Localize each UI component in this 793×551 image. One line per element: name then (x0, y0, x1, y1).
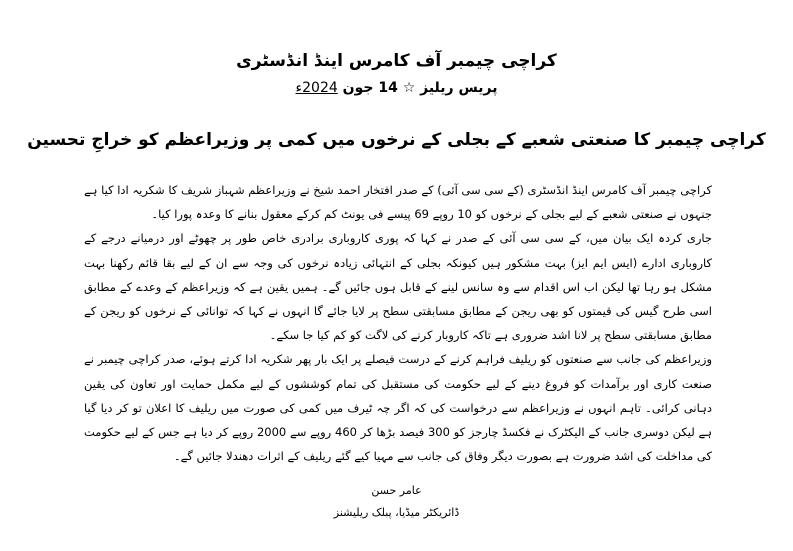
body-paragraph: جاری کردہ ایک بیان میں، کے سی سی آئی کے صدر نے کہا کہ پوری کاروباری برادری خاص طور پر چھوٹے اور درمیانے درجے کے کاروباری ادارے (ایس ایم ایز) بہت مشکور ہیں کیونکہ بجلی کے انتہائی زیادہ نرخوں کی وجہ سے ان کے لیے بقا قائم رکھنا بہت مشکل ہو رہا تھا لیکن اب اس اقدام سے وہ سانس لینے کے قابل ہوں جائیں گے۔ ہمیں یقین ہے کہ وزیراعظم کے وعدے کے مطابق اسی طرح گیس کی قیمتوں کو بھی ریجن کے مطابق مسابقتی سطح پر لایا جائے گا انہوں نے کہا کہ توانائی کے نرخوں کو ریجن کے مطابق مسابقتی سطح پر لانا اشد ضروری ہے تاکہ کاروبار کرنے کی لاگت کو کم کیا جا سکے۔ (84, 231, 712, 343)
signatory-name: عامر حسن (371, 484, 422, 497)
press-release-headline: کراچی چیمبر کا صنعتی شعبے کے بجلی کے نرخوں میں کمی پر وزیراعظم کو خراجِ تحسین (27, 130, 766, 150)
press-release-line (0, 78, 793, 98)
body-paragraph: کراچی چیمبر آف کامرس اینڈ انڈسٹری (کے سی سی آئی) کے صدر افتخار احمد شیخ نے وزیراعظم شہباز شریف کا شکریہ ادا کیا ہے جنہوں نے صنعتی شعبے کے لیے بجلی کے نرخوں کو 10 روپے 69 پیسے فی یونٹ کم کرکے معقول بنانے کا وعدہ پورا کیا۔ (83, 183, 712, 222)
press-release-body (84, 178, 712, 468)
body-paragraph: وزیراعظم کی جانب سے صنعتوں کو ریلیف فراہم کرنے کے درست فیصلے پر ایک بار پھر شکریہ ادا کرتے ہوئے، صدر کراچی چیمبر نے صنعت کاری اور برآمدات کو فروغ دینے کے لیے حکومت کی مستقبل کی تمام کوششوں کے لیے مکمل حمایت اور تعاون کی یقین دہانی کرائی۔ تاہم انہوں نے وزیراعظم سے درخواست کی کہ اگر چہ ٹیرف میں کمی کی صورت میں ریلیف کا اعلان تو کر دیا گیا ہے لیکن دوسری جانب کے الیکٹرک نے فکسڈ چارجز کو 300 فیصد بڑھا کر 460 روپے سے 2000 روپے کر دیا ہے جس کے لیے حکومت کی مداخلت کی اشد ضرورت ہے بصورت دیگر وفاق کی جانب سے مہیا کیے گئے ریلیف کے اثرات دھندلا جائیں گے۔ (84, 352, 712, 464)
press-release-year: 2024ء (295, 80, 338, 96)
press-release-label: پریس ریلیز ☆ 14 جون (342, 80, 498, 96)
organization-title: کراچی چیمبر آف کامرس اینڈ انڈسٹری (236, 51, 557, 71)
signatory-title: ڈائریکٹر میڈیا، پبلک ریلیشنز (333, 506, 460, 519)
